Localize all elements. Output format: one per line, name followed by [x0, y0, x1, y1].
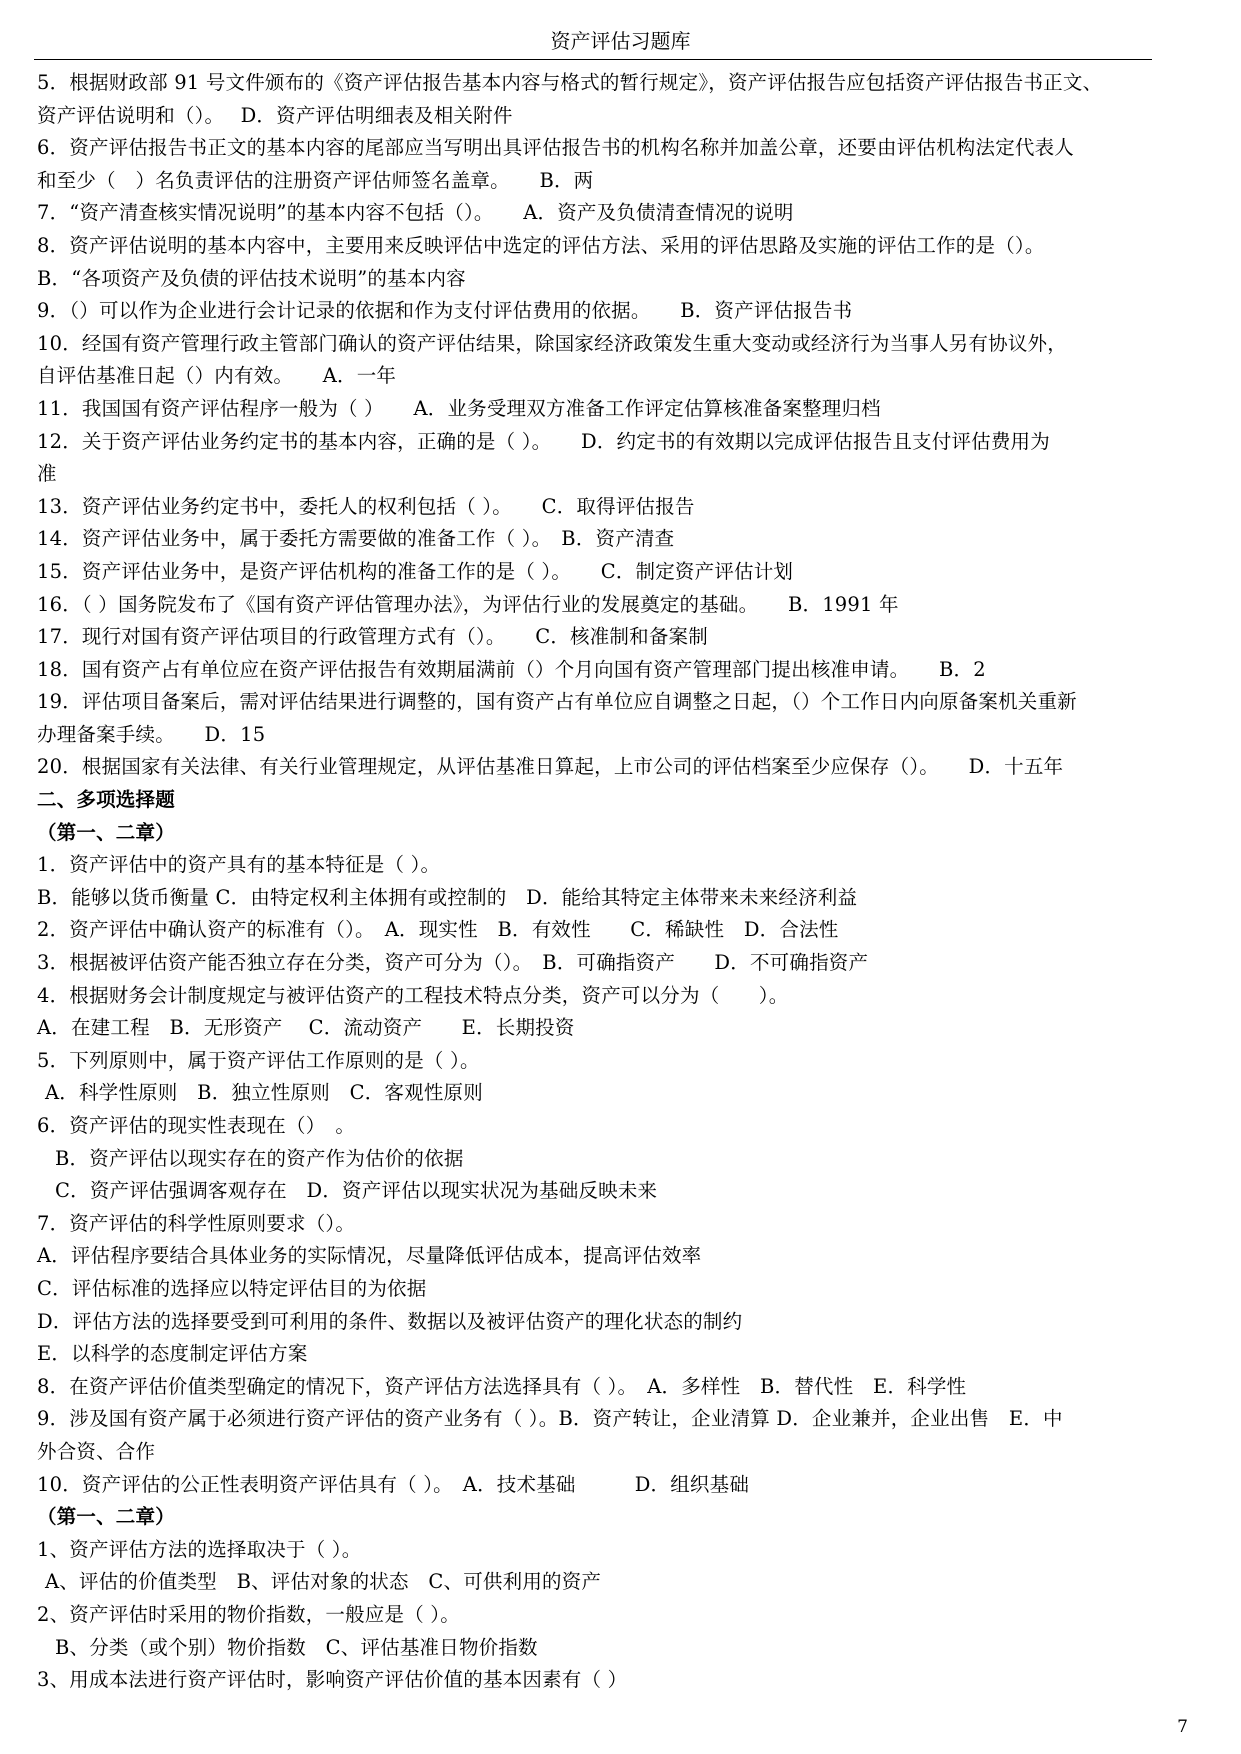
text-line: A、评估的价值类型 B、评估对象的状态 C、可供利用的资产	[45, 1570, 602, 1594]
text-line: 9．涉及国有资产属于必须进行资产评估的资产业务有（ ）。B．资产转让，企业清算 D．企业兼并，企业出售 E．中	[37, 1407, 1063, 1431]
text-line: 8．在资产评估价值类型确定的情况下，资产评估方法选择具有（ ）。 A．多样性 B．替代性 E．科学性	[37, 1374, 967, 1398]
text-line: 6．资产评估的现实性表现在（） 。	[37, 1114, 356, 1137]
page-number: 7	[1177, 1717, 1188, 1737]
text-line: 和至少（ ）名负责评估的注册资产评估师签名盖章。 B．两	[37, 168, 594, 192]
text-line: 资产评估说明和（）。 D．资产评估明细表及相关附件	[37, 103, 513, 127]
text-line: C．资产评估强调客观存在 D．资产评估以现实状况为基础反映未来	[55, 1179, 658, 1203]
text-line: 10．资产评估的公正性表明资产评估具有（ ）。 A．技术基础 D．组织基础	[37, 1472, 750, 1496]
text-line: 18．国有资产占有单位应在资产评估报告有效期届满前（）个月向国有资产管理部门提出核准申请。 B．2	[37, 657, 986, 681]
text-line: 7．“资产清查核实情况说明”的基本内容不包括（）。 A．资产及负债清查情况的说明	[37, 201, 794, 225]
text-line: 8．资产评估说明的基本内容中，主要用来反映评估中选定的评估方法、采用的评估思路及实施的评估工作的是（）。	[37, 233, 1045, 257]
text-line: 12．关于资产评估业务约定书的基本内容，正确的是（ ）。 D．约定书的有效期以完成评估报告且支付评估费用为	[37, 429, 1050, 453]
text-line: 4．根据财务会计制度规定与被评估资产的工程技术特点分类，资产可以分为（ ）。	[37, 983, 789, 1007]
text-line: 3、用成本法进行资产评估时，影响资产评估价值的基本因素有（ ）	[37, 1668, 628, 1692]
text-line: A．科学性原则 B．独立性原则 C．客观性原则	[45, 1081, 483, 1105]
text-line: 3．根据被评估资产能否独立存在分类，资产可分为（）。 B．可确指资产 D．不可确指资产	[37, 951, 869, 975]
text-line: 2．资产评估中确认资产的标准有（）。 A．现实性 B．有效性 C．稀缺性 D．合法性	[37, 918, 839, 942]
page-header-title: 资产评估习题库	[550, 29, 691, 53]
text-line: C．评估标准的选择应以特定评估目的为依据	[37, 1276, 427, 1300]
text-line: 准	[37, 462, 57, 486]
text-line: 20．根据国家有关法律、有关行业管理规定，从评估基准日算起，上市公司的评估档案至少应保存（）。 D．十五年	[37, 755, 1064, 779]
text-line: 17．现行对国有资产评估项目的行政管理方式有（）。 C．核准制和备案制	[37, 625, 708, 649]
text-line: 11．我国国有资产评估程序一般为（ ） A．业务受理双方准备工作评定估算核准备案整理归档	[37, 396, 881, 420]
text-line: B．“各项资产及负债的评估技术说明”的基本内容	[37, 266, 466, 290]
text-line: 10．经国有资产管理行政主管部门确认的资产评估结果，除国家经济政策发生重大变动或经济行为当事人另有协议外，	[37, 331, 1067, 355]
text-line: 9．（）可以作为企业进行会计记录的依据和作为支付评估费用的依据。 B．资产评估报告书	[37, 299, 853, 323]
text-line: E．以科学的态度制定评估方案	[37, 1342, 308, 1366]
chapter-heading: （第一、二章）	[37, 820, 175, 844]
text-line: 7．资产评估的科学性原则要求（）。	[37, 1211, 356, 1235]
text-line: 13．资产评估业务约定书中，委托人的权利包括（ ）。 C．取得评估报告	[37, 494, 695, 518]
text-line: 6．资产评估报告书正文的基本内容的尾部应当写明出具评估报告书的机构名称并加盖公章，还要由评估机构法定代表人	[37, 136, 1075, 160]
text-line: B．能够以货币衡量 C．由特定权利主体拥有或控制的 D．能给其特定主体带来未来经济利益	[37, 885, 858, 909]
text-line: 1、资产评估方法的选择取决于（ ）。	[37, 1537, 362, 1561]
text-line: A．评估程序要结合具体业务的实际情况，尽量降低评估成本，提高评估效率	[37, 1244, 702, 1268]
document-body	[37, 67, 1187, 1697]
text-line: 5．下列原则中，属于资产评估工作原则的是（ ）。	[37, 1048, 480, 1072]
text-line: A．在建工程 B．无形资产 C．流动资产 E．长期投资	[37, 1016, 575, 1040]
header-divider	[34, 59, 1152, 60]
text-line: 办理备案手续。 D．15	[37, 722, 266, 746]
text-line: 2、资产评估时采用的物价指数，一般应是（ ）。	[37, 1602, 460, 1626]
text-line: 5．根据财政部 91 号文件颁布的《资产评估报告基本内容与格式的暂行规定》，资产评估报告应包括资产评估报告书正文、	[37, 71, 1103, 94]
text-line: 19．评估项目备案后，需对评估结果进行调整的，国有资产占有单位应自调整之日起，（）个工作日内向原备案机关重新	[37, 690, 1077, 714]
text-line: D．评估方法的选择要受到可利用的条件、数据以及被评估资产的理化状态的制约	[37, 1309, 743, 1333]
section-heading: 二、多项选择题	[37, 788, 175, 812]
text-line: B．资产评估以现实存在的资产作为估价的依据	[55, 1146, 464, 1170]
text-line: B、分类（或个别）物价指数 C、评估基准日物价指数	[55, 1635, 538, 1659]
text-line: 外合资、合作	[37, 1439, 156, 1463]
text-line: 自评估基准日起（）内有效。 A．一年	[37, 364, 397, 388]
chapter-heading: （第一、二章）	[37, 1505, 175, 1529]
text-line: 1．资产评估中的资产具有的基本特征是（ ）。	[37, 853, 441, 877]
text-line: 15．资产评估业务中，是资产评估机构的准备工作的是（ ）。 C．制定资产评估计划	[37, 559, 794, 583]
text-line: 16．（ ）国务院发布了《国有资产评估管理办法》，为评估行业的发展奠定的基础。 B．1991 年	[37, 592, 899, 616]
text-line: 14．资产评估业务中，属于委托方需要做的准备工作（ ）。 B．资产清查	[37, 527, 675, 551]
